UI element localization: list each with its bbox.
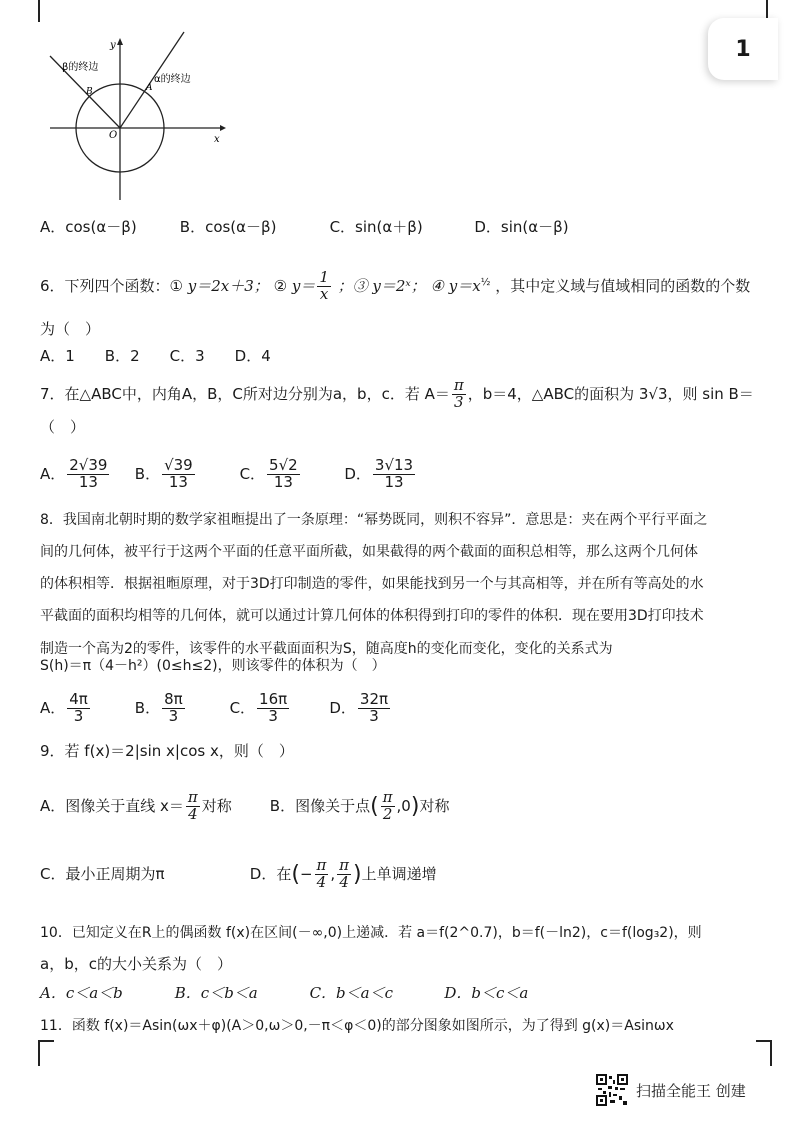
q6-f2-lhs: y＝ [291, 276, 316, 295]
q9-options-ab [40, 790, 449, 823]
q9-option-a [40, 790, 265, 823]
q8-option-a [40, 692, 130, 725]
q8-option-b [135, 692, 225, 725]
y-axis-arrow [117, 38, 123, 45]
q9-option-a-denominator: 4 [188, 804, 198, 823]
figure-alpha-label: α的终边 [154, 74, 191, 85]
q8-option-b-denominator: 3 [168, 706, 179, 725]
q9-option-d-tail: 上单调递增 [361, 864, 437, 883]
figure-y-label: y [110, 40, 116, 51]
q8-line2: 间的几何体，被平行于这两个平面的任意平面所截，如果截得的两个截面的面积总相等，那么这两个几何体 [40, 544, 698, 560]
unit-circle-figure [40, 30, 230, 205]
q8-option-b-label: B． [134, 698, 161, 717]
q7-option-b-label: B． [134, 464, 161, 483]
q9-option-d: D．在(− $\frac{\pi}{4}$ , $\frac{\pi}{4}$ )上单调递增 [249, 856, 437, 891]
q7-mid: ，b＝4，△ABC的面积为 3√3，则 sin B＝ [467, 384, 754, 403]
q9-option-b [270, 790, 450, 823]
q6-tail: ，其中定义域与值域相同的函数的个数 [495, 276, 751, 295]
q6-f2-denominator: x [319, 284, 329, 303]
q7-option-a-label: A． [40, 464, 66, 483]
q7-option-a [40, 458, 130, 491]
q7-a-denominator: 3 [454, 392, 464, 411]
q5-option-d: D．sin(α－β) [474, 218, 569, 236]
q6-f4-pre: ④ y＝x [430, 276, 481, 295]
q8-line6: S(h)＝π（4－h²）(0≤h≤2)，则该零件的体积为（ ） [40, 658, 386, 674]
q7-a-fraction [452, 378, 466, 411]
q7-option-d [344, 458, 417, 491]
q10-option-a: A．c＜a＜b [40, 984, 123, 1002]
q9-option-b-denominator: 2 [382, 804, 393, 823]
q7-a-numerator: π [453, 376, 464, 394]
q7-option-b [135, 458, 235, 491]
q8-option-d [329, 692, 392, 725]
q8-option-b-fraction [162, 692, 185, 725]
q7-option-c [240, 458, 340, 491]
q8-option-a-label: A． [40, 698, 66, 717]
q9-option-b-tail: 对称 [419, 796, 450, 815]
q6-head: 6．下列四个函数：① [40, 276, 183, 295]
q9-option-b-pre: B．图像关于点 [269, 796, 371, 815]
q9-stem: 9．若 f(x)＝2|sin x|cos x，则（ ） [40, 742, 294, 760]
q8-line5: 制造一个高为2的零件，该零件的水平截面面积为S，随高度h的变化而变化，变化的关系式为 [40, 641, 613, 657]
q8-option-d-fraction [358, 692, 390, 725]
q7-option-c-fraction [267, 458, 300, 491]
q9-options-cd [40, 858, 437, 891]
q10-options [40, 982, 528, 1003]
q7-option-d-fraction [373, 458, 415, 491]
q6-f2-pre: ② [273, 276, 288, 295]
q7-option-c-numerator: 5√2 [269, 456, 298, 474]
q10-option-b: B．c＜b＜a [174, 984, 258, 1002]
q9-option-d-fraction-1 [315, 858, 329, 891]
q8-option-a-numerator: 4π [69, 690, 88, 708]
q6-options: A．1 B．2 C．3 D．4 [40, 347, 271, 365]
q9-option-c: C．最小正周期为π [40, 864, 165, 883]
figure-origin-label: O [109, 130, 118, 141]
q9-option-d-denominator-2: 4 [339, 872, 349, 891]
q9-option-a-fraction [186, 790, 200, 823]
q8-option-c-denominator: 3 [268, 706, 278, 725]
q10-line2: a，b，c的大小关系为（ ） [40, 955, 232, 973]
scanner-footer [596, 1074, 746, 1106]
q7-option-a-fraction [67, 458, 109, 491]
q9-option-d-rparen: ) [353, 861, 362, 887]
q5-option-a: A．cos(α－β) [40, 218, 137, 236]
figure-point-a: A [146, 83, 153, 93]
q6-f2-numerator: 1 [319, 268, 329, 286]
q9-option-d-pre: D．在 [249, 864, 292, 883]
q9-option-d-lparen: ( [291, 861, 300, 887]
q8-option-c-label: C． [229, 698, 256, 717]
corner-mark-bottom-left [38, 1040, 54, 1066]
q7-option-d-label: D． [344, 464, 371, 483]
corner-mark-bottom-right [756, 1040, 772, 1066]
q8-options [40, 692, 392, 725]
q8-line4: 平截面的面积均相等的几何体，就可以通过计算几何体的体积得到打印的零件的体积．现在要用3D打印技术 [40, 608, 704, 624]
x-axis-arrow [220, 125, 226, 131]
q6-f2-fraction [317, 270, 331, 303]
q9-option-a-post: 对称 [201, 796, 232, 815]
q8-option-a-fraction [67, 692, 90, 725]
q7-option-a-denominator: 13 [78, 472, 98, 491]
q6-f3: ；③ y＝2ˣ； [337, 276, 426, 295]
q7-options [40, 458, 417, 491]
q8-line1: 8．我国南北朝时期的数学家祖暅提出了一条原理：“幂势既同，则积不容异”．意思是：夹在两个平行平面之 [40, 512, 708, 528]
q10-option-d: D．b＜c＜a [444, 984, 529, 1002]
q7-option-b-numerator: √39 [164, 456, 193, 474]
page-number-badge [708, 18, 778, 80]
q8-option-d-numerator: 32π [359, 690, 389, 708]
q9-option-b-numerator: π [382, 788, 393, 806]
q5-options [40, 216, 569, 237]
q6-line2: 为（ ） [40, 320, 101, 338]
figure-point-b: B [86, 87, 93, 97]
q7-line2: （ ） [40, 418, 86, 436]
q7-option-b-denominator: 13 [168, 472, 188, 491]
q5-option-b: B．cos(α－β) [179, 218, 277, 236]
qr-code-icon [596, 1074, 628, 1106]
q9-option-b-rparen: ) [410, 793, 420, 819]
q5-option-c: C．sin(α＋β) [329, 218, 423, 236]
q6-f1: y＝2x＋3； [187, 276, 269, 295]
q8-option-c [230, 692, 325, 725]
q11-line1: 11．函数 f(x)＝Asin(ωx＋φ)(A＞0,ω＞0,－π＜φ＜0)的部分图象如图所示，为了得到 g(x)＝Asinωx [40, 1018, 674, 1034]
page-number: 1 [735, 36, 751, 62]
q9-option-d-denominator-1: 4 [316, 872, 327, 891]
q9-option-b-fraction [381, 790, 395, 823]
q6-f4-exponent: ½ [480, 276, 491, 288]
q7-option-c-denominator: 13 [273, 472, 293, 491]
q7-option-d-numerator: 3√13 [374, 456, 414, 474]
q6-stem [40, 270, 750, 303]
q9-option-d-numerator-2: π [339, 856, 350, 874]
q9-option-b-post: ,0 [396, 796, 411, 815]
q8-line3: 的体积相等．根据祖暅原理，对于3D打印制造的零件，如果能找到另一个与其高相等，并在所有等高处的水 [40, 576, 704, 592]
q7-option-b-fraction [162, 458, 195, 491]
q8-option-d-denominator: 3 [369, 706, 379, 725]
figure-beta-label: β的终边 [62, 62, 99, 73]
q9-option-a-numerator: π [187, 788, 198, 806]
footer-brand-text: 扫描全能王 创建 [636, 1081, 746, 1100]
q8-option-b-numerator: 8π [164, 690, 183, 708]
q8-option-c-fraction [257, 692, 289, 725]
q7-stem [40, 378, 754, 411]
q10-option-c: C．b＜a＜c [309, 984, 393, 1002]
corner-mark-top-left [38, 0, 40, 22]
q10-line1: 10．已知定义在R上的偶函数 f(x)在区间(－∞,0)上递减．若 a＝f(2^0.7)，b＝f(－ln2)，c＝f(log₃2)，则 [40, 925, 702, 941]
q8-option-c-numerator: 16π [259, 690, 288, 708]
q7-head: 7．在△ABC中，内角A，B，C所对边分别为a，b，c．若 A＝ [40, 384, 450, 403]
figure-x-label: x [214, 134, 220, 145]
q7-option-c-label: C． [239, 464, 266, 483]
q8-option-a-denominator: 3 [73, 706, 84, 725]
q9-option-d-numerator-1: π [316, 856, 327, 874]
q7-option-d-denominator: 13 [384, 472, 404, 491]
q9-option-a-pre: A．图像关于直线 x＝ [40, 796, 184, 815]
q7-option-a-numerator: 2√39 [69, 456, 108, 474]
q9-option-d-fraction-2 [337, 858, 351, 891]
q8-option-d-label: D． [329, 698, 356, 717]
q9-option-b-lparen: ( [370, 793, 379, 819]
